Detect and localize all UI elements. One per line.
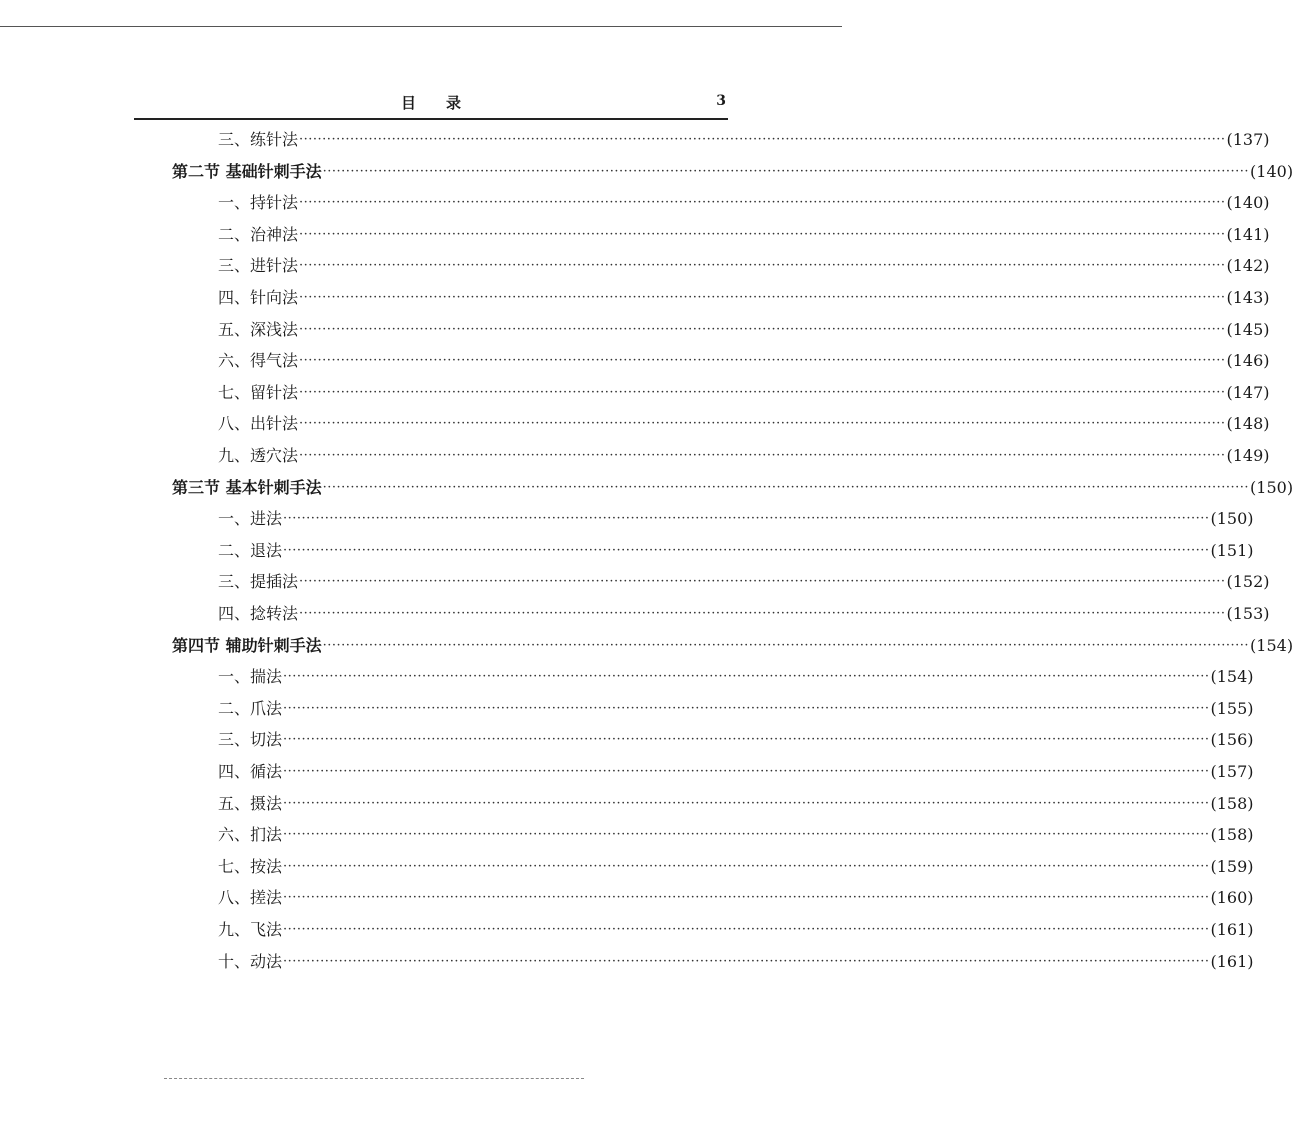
toc-entry-label: 二、退法: [218, 541, 283, 560]
toc-entry-page: (158): [1210, 825, 1254, 844]
dot-leader: ········································································································································································································: [283, 859, 1210, 874]
toc-entry-label: 九、透穴法: [218, 446, 299, 465]
toc-entry: [218, 128, 1270, 152]
toc-entry-page: (161): [1210, 920, 1254, 939]
toc-section-entry: [172, 160, 1293, 184]
toc-entry-page: (146): [1226, 351, 1270, 370]
toc-entry: [218, 950, 1254, 974]
dot-leader: ········································································································································································································: [299, 132, 1226, 147]
dot-leader: ········································································································································································································: [283, 922, 1210, 937]
toc-entry-page: (148): [1226, 414, 1270, 433]
toc-entry: [218, 570, 1270, 594]
page-number: 3: [716, 93, 726, 109]
toc-entry-page: (142): [1226, 256, 1270, 275]
dot-leader: ········································································································································································································: [283, 827, 1210, 842]
toc-entry: [218, 318, 1270, 342]
toc-entry-label: 一、揣法: [218, 667, 283, 686]
toc-entry-label: 三、切法: [218, 730, 283, 749]
toc-entry-page: (157): [1210, 762, 1254, 781]
toc-entry-label: 第四节 辅助针刺手法: [172, 636, 322, 655]
toc-entry-label: 九、飞法: [218, 920, 283, 939]
dot-leader: ········································································································································································································: [283, 954, 1210, 969]
toc-entry: [218, 886, 1254, 910]
toc-entry-label: 五、深浅法: [218, 320, 299, 339]
toc-entry-page: (150): [1210, 509, 1254, 528]
toc-entry-label: 第三节 基本针刺手法: [172, 478, 322, 497]
toc-entry-page: (159): [1210, 857, 1254, 876]
toc-entry: [218, 539, 1254, 563]
toc-entry-label: 十、动法: [218, 952, 283, 971]
toc-entry-label: 三、提插法: [218, 572, 299, 591]
dot-leader: ········································································································································································································: [322, 164, 1250, 179]
dot-leader: ········································································································································································································: [299, 258, 1226, 273]
toc-entry-label: 四、针向法: [218, 288, 299, 307]
toc-entry-page: (152): [1226, 572, 1270, 591]
toc-entry-label: 六、扪法: [218, 825, 283, 844]
toc-entry-label: 一、进法: [218, 509, 283, 528]
dot-leader: ········································································································································································································: [322, 480, 1250, 495]
toc-entry: [218, 444, 1270, 468]
dot-leader: ········································································································································································································: [283, 890, 1210, 905]
toc-entry-page: (149): [1226, 446, 1270, 465]
toc-entry-page: (156): [1210, 730, 1254, 749]
toc-entry: [218, 507, 1254, 531]
toc-section-entry: [172, 476, 1293, 500]
toc-entry-label: 第二节 基础针刺手法: [172, 162, 322, 181]
toc-entry: [218, 728, 1254, 752]
dot-leader: ········································································································································································································: [299, 606, 1226, 621]
toc-entry-label: 七、按法: [218, 857, 283, 876]
toc-entry: [218, 792, 1254, 816]
dot-leader: ········································································································································································································: [299, 574, 1226, 589]
toc-entry-page: (141): [1226, 225, 1270, 244]
toc-entry-page: (150): [1250, 478, 1293, 497]
dot-leader: ········································································································································································································: [283, 796, 1210, 811]
toc-entry-label: 六、得气法: [218, 351, 299, 370]
toc-entry-page: (153): [1226, 604, 1270, 623]
toc-entry-label: 四、循法: [218, 762, 283, 781]
page-header: [134, 92, 728, 118]
toc-entry: [218, 760, 1254, 784]
toc-entry-page: (158): [1210, 794, 1254, 813]
dot-leader: ········································································································································································································: [283, 669, 1210, 684]
toc-entry: [218, 223, 1270, 247]
toc-entry-label: 二、治神法: [218, 225, 299, 244]
header-rule: [134, 118, 728, 120]
toc-entry: [218, 602, 1270, 626]
dot-leader: ········································································································································································································: [283, 732, 1210, 747]
toc-entry-page: (161): [1210, 952, 1254, 971]
bottom-print-mark: [164, 1078, 584, 1079]
toc-entry-label: 一、持针法: [218, 193, 299, 212]
toc-entry: [218, 349, 1270, 373]
toc-entry-label: 五、摄法: [218, 794, 283, 813]
toc-entry: [218, 823, 1254, 847]
dot-leader: ········································································································································································································: [322, 638, 1250, 653]
dot-leader: ········································································································································································································: [283, 701, 1210, 716]
toc-entry-label: 七、留针法: [218, 383, 299, 402]
toc-entry: [218, 191, 1270, 215]
toc-entry: [218, 918, 1254, 942]
toc-entry-page: (145): [1226, 320, 1270, 339]
dot-leader: ········································································································································································································: [299, 448, 1226, 463]
toc-entry-label: 二、爪法: [218, 699, 283, 718]
toc-entry-label: 三、练针法: [218, 130, 299, 149]
toc-entry: [218, 855, 1254, 879]
dot-leader: ········································································································································································································: [299, 385, 1226, 400]
toc-entry-page: (155): [1210, 699, 1254, 718]
dot-leader: ········································································································································································································: [299, 416, 1226, 431]
dot-leader: ········································································································································································································: [299, 195, 1226, 210]
toc-entry-page: (147): [1226, 383, 1270, 402]
toc-entry-page: (154): [1250, 636, 1293, 655]
top-border-line: [0, 26, 842, 27]
toc-entry-page: (140): [1250, 162, 1293, 181]
dot-leader: ········································································································································································································: [299, 290, 1226, 305]
toc-entry: [218, 412, 1270, 436]
toc-entry: [218, 254, 1270, 278]
toc-entry: [218, 381, 1270, 405]
dot-leader: ········································································································································································································: [283, 764, 1210, 779]
page-title: 目录: [400, 94, 491, 112]
dot-leader: ········································································································································································································: [299, 322, 1226, 337]
toc-entry-label: 八、出针法: [218, 414, 299, 433]
toc-entry-label: 八、搓法: [218, 888, 283, 907]
toc-entry-page: (137): [1226, 130, 1270, 149]
toc-entry-page: (154): [1210, 667, 1254, 686]
toc-entry: [218, 286, 1270, 310]
toc-entry-label: 三、进针法: [218, 256, 299, 275]
dot-leader: ········································································································································································································: [283, 543, 1210, 558]
toc-entry-label: 四、捻转法: [218, 604, 299, 623]
toc-entry-page: (151): [1210, 541, 1254, 560]
toc-entry-page: (140): [1226, 193, 1270, 212]
toc-entry-page: (160): [1210, 888, 1254, 907]
toc-section-entry: [172, 634, 1293, 658]
dot-leader: ········································································································································································································: [283, 511, 1210, 526]
toc-entry: [218, 697, 1254, 721]
toc-entry: [218, 665, 1254, 689]
toc-entry-page: (143): [1226, 288, 1270, 307]
dot-leader: ········································································································································································································: [299, 227, 1226, 242]
dot-leader: ········································································································································································································: [299, 353, 1226, 368]
